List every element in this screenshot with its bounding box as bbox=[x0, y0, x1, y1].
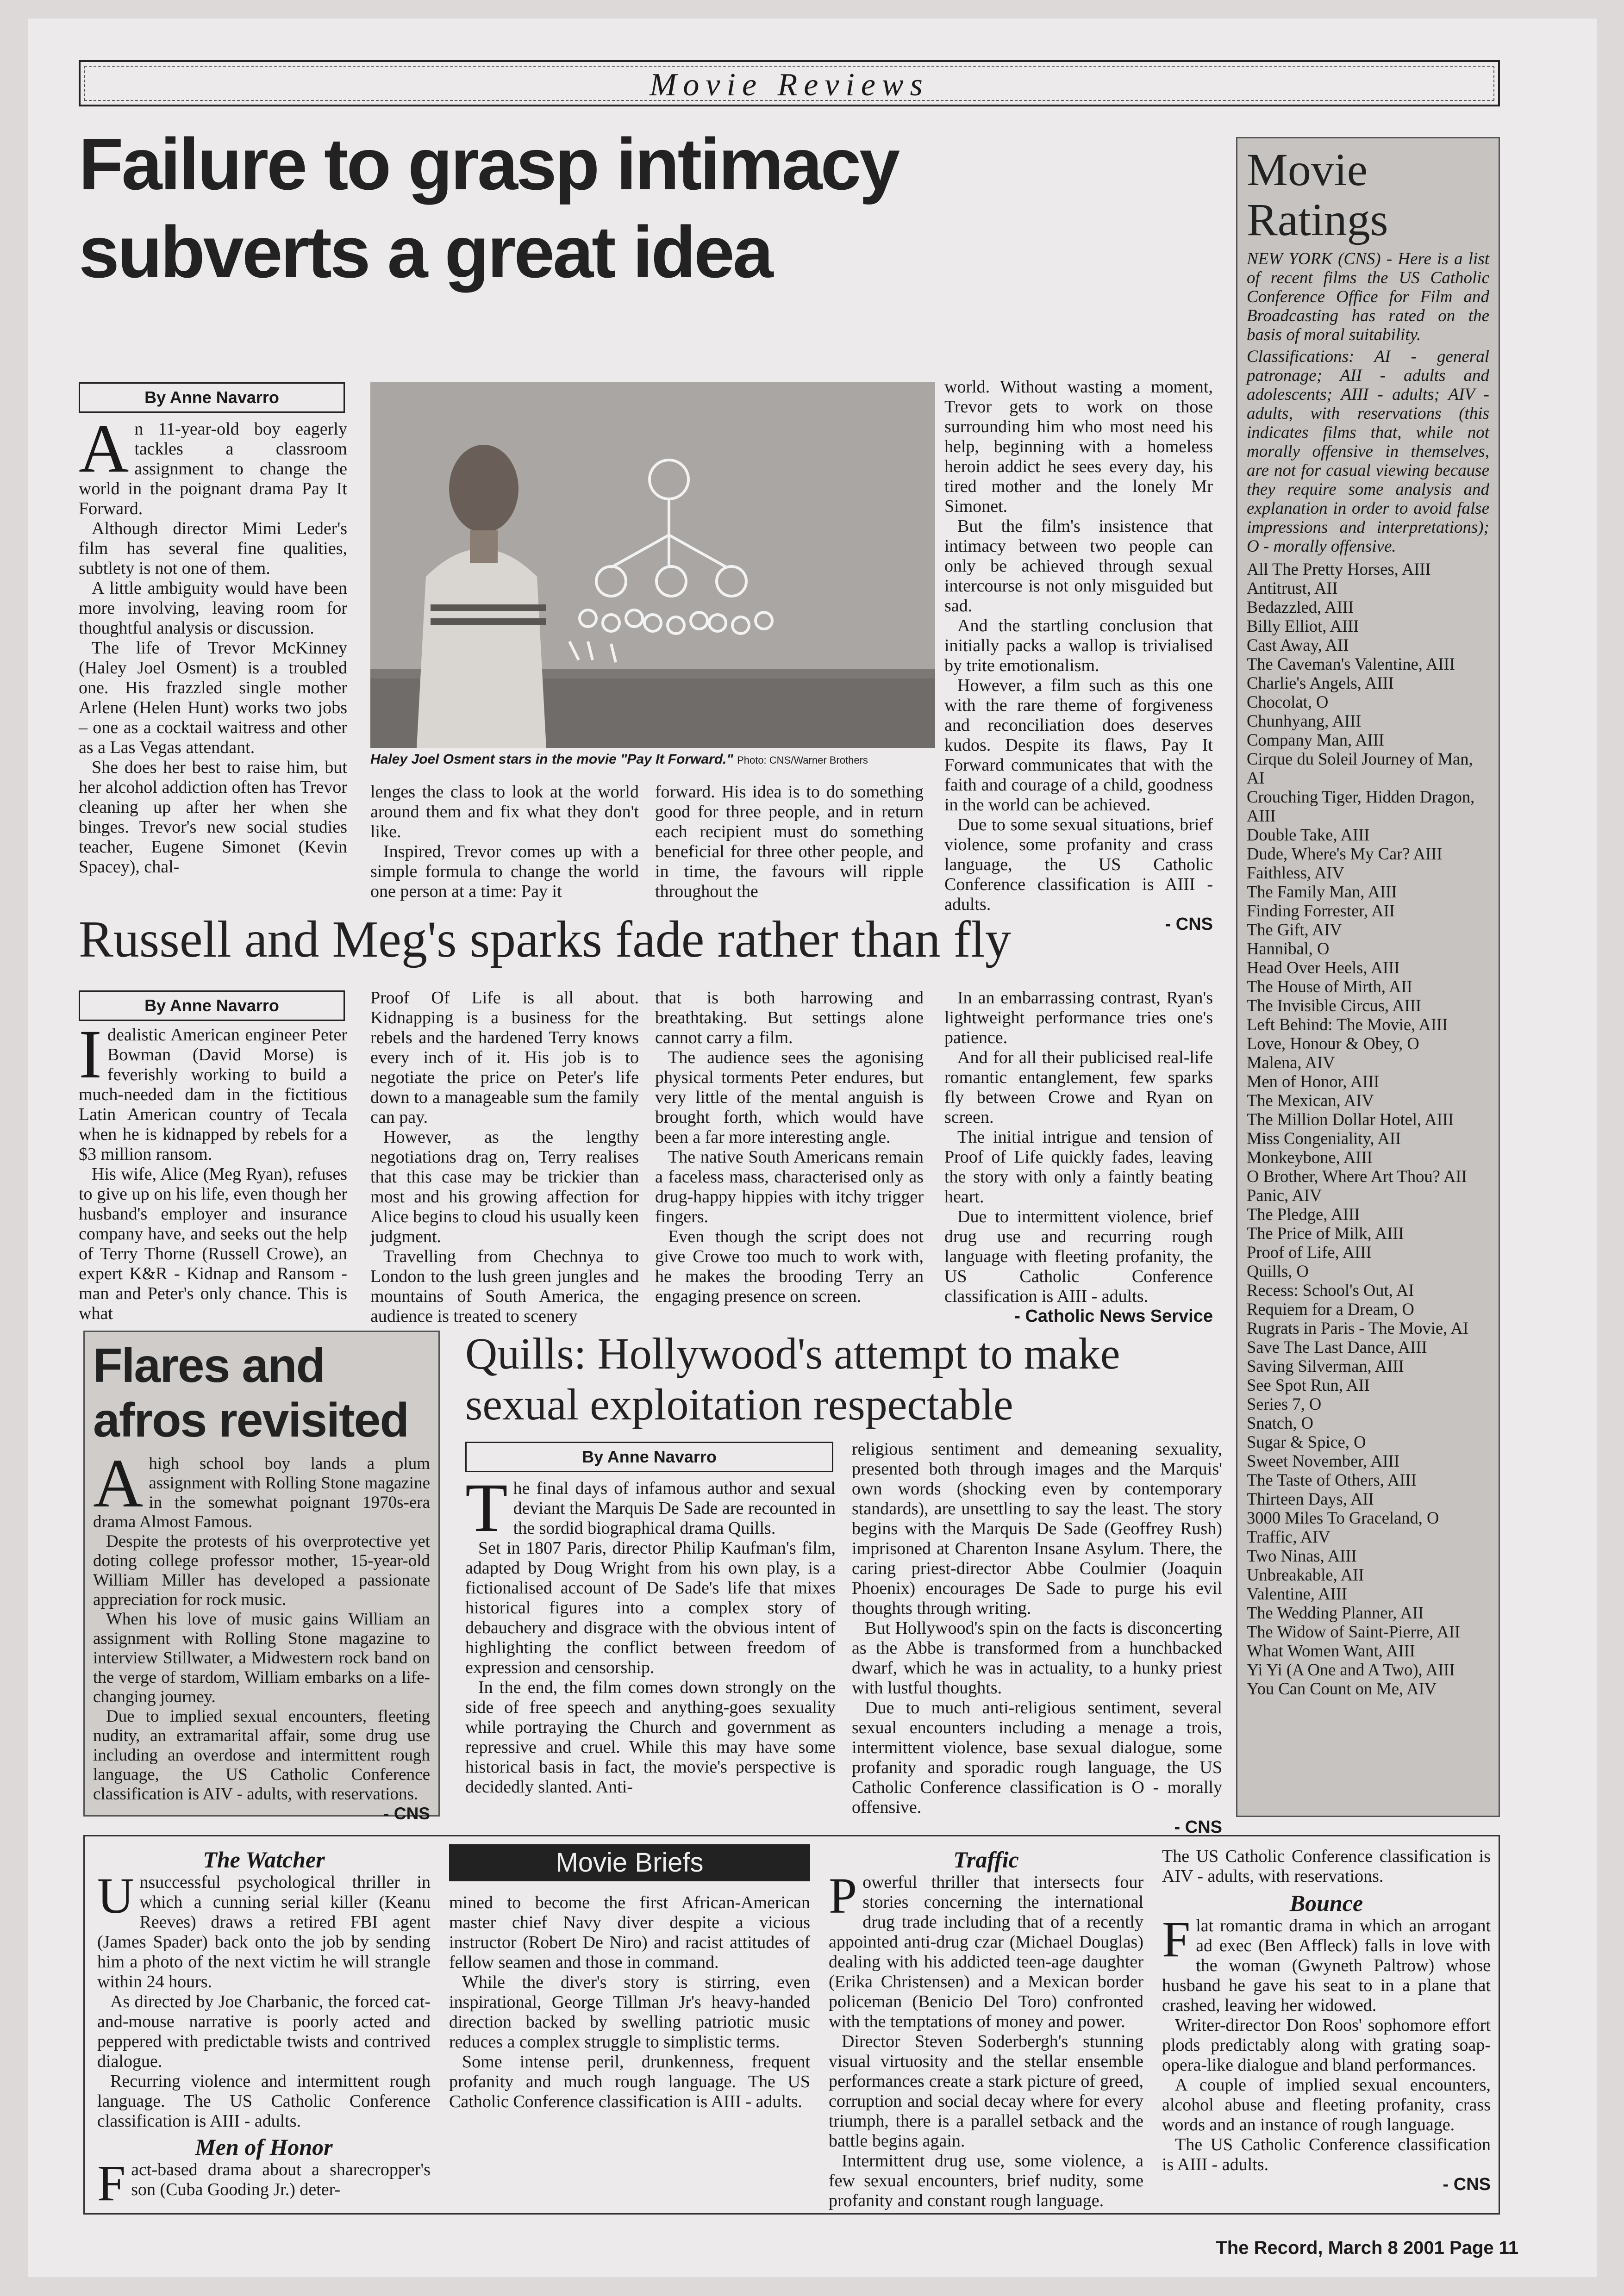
drop-cap: U bbox=[97, 1867, 134, 1924]
brief-para: Recurring violence and intermittent rough language. The US Catholic Conference classification is AIII - adults. bbox=[97, 2072, 431, 2131]
rating-film-item: Dude, Where's My Car? AIII bbox=[1247, 844, 1443, 863]
brief-para: Some intense peril, drunkenness, frequent profanity and much rough language. The US Catholic Conference classification is AIII - adults. bbox=[449, 2052, 810, 2111]
rating-film-item: Recess: School's Out, AI bbox=[1247, 1281, 1414, 1300]
russell-para: Idealistic American engineer Peter Bowman (David Morse) is feverishly working to build a much-needed dam in the fictitious Latin American country of Tecala when he is kidnapped by rebels for a $3 million ransom. bbox=[79, 1016, 347, 1164]
rating-film-item: All The Pretty Horses, AIII bbox=[1247, 560, 1431, 579]
brief-para: mined to become the first African-American master chief Navy diver despite a vicious instructor (Robert De Niro) and racist attitudes of fellow seamen and those in command. bbox=[449, 1893, 810, 1972]
brief-para: Writer-director Don Roos' sophomore effort plods predictably along with grating soap-opera-like dialogue and bland performances. bbox=[1162, 2016, 1491, 2075]
brief-para: Powerful thriller that intersects four stories concerning the international drug trade including that of a recently appointed anti-drug czar (Michael Douglas) dealing with his addicted teen-age daughter (Erika Christensen) and a Mexican border policeman (Benicio Del Toro) confronted with the temptations of money and power. bbox=[829, 1867, 1143, 2031]
rating-film-item: The Widow of Saint-Pierre, AII bbox=[1247, 1622, 1461, 1641]
russell-signature: - Catholic News Service bbox=[1014, 1307, 1213, 1326]
quills-column-2 bbox=[852, 1439, 1222, 1837]
rating-film-item: Yi Yi (A One and A Two), AIII bbox=[1247, 1660, 1455, 1679]
ratings-sidebar bbox=[1236, 137, 1500, 1817]
rating-film-item: Proof of Life, AIII bbox=[1247, 1243, 1372, 1262]
caption-text: Haley Joel Osment stars in the movie "Pay It Forward." bbox=[370, 752, 733, 767]
lead-para: Although director Mimi Leder's film has several fine qualities, subtlety is not one of them. bbox=[79, 519, 347, 578]
quills-para: But Hollywood's spin on the facts is disconcerting as the Abbe is transformed from a hunchbacked dwarf, which he was in actuality, to a hunky priest with lustful thoughts. bbox=[852, 1618, 1222, 1698]
lead-para: But the film's insistence that intimacy between two people can only be achieved through sexual intercourse is not only misguided but sad. bbox=[944, 516, 1213, 616]
rating-film-item: Finding Forrester, AII bbox=[1247, 901, 1395, 920]
russell-para: The initial intrigue and tension of Proof of Life quickly fades, leaving the story with only a faintly beating heart. bbox=[944, 1127, 1213, 1207]
rating-film-item: The Million Dollar Hotel, AIII bbox=[1247, 1110, 1454, 1129]
rating-film-item: Valentine, AIII bbox=[1247, 1584, 1347, 1603]
lead-para: Inspired, Trevor comes up with a simple formula to change the world one person at a time: Pay it bbox=[370, 842, 639, 901]
rating-film-item: Monkeybone, AIII bbox=[1247, 1148, 1373, 1167]
rating-film-item: The Pledge, AIII bbox=[1247, 1205, 1360, 1224]
quills-column-1 bbox=[465, 1469, 836, 1821]
brief-para: Intermittent drug use, some violence, a few sexual encounters, brief nudity, some profanity and constant rough language. bbox=[829, 2151, 1143, 2210]
rating-film-item: Hannibal, O bbox=[1247, 939, 1330, 958]
rating-film-item: Rugrats in Paris - The Movie, AI bbox=[1247, 1319, 1468, 1338]
ratings-title-line2: Ratings bbox=[1247, 194, 1388, 245]
ratings-title-line1: Movie bbox=[1247, 144, 1368, 195]
russell-column-3 bbox=[655, 988, 924, 1312]
rating-film-item: Chunhyang, AIII bbox=[1247, 711, 1362, 730]
brief-title-traffic: Traffic bbox=[953, 1847, 1019, 1873]
photo-caption bbox=[370, 752, 935, 775]
rating-film-item: Sweet November, AIII bbox=[1247, 1451, 1399, 1470]
rating-film-item: Crouching Tiger, Hidden Dragon, AIII bbox=[1247, 787, 1475, 825]
rating-film-item: Cast Away, AII bbox=[1247, 635, 1349, 654]
lead-headline-line1: Failure to grasp intimacy bbox=[79, 124, 899, 205]
russell-column-2 bbox=[370, 988, 639, 1326]
lead-para: lenges the class to look at the world around them and fix what they don't like. bbox=[370, 782, 639, 841]
rating-film-item: 3000 Miles To Graceland, O bbox=[1247, 1508, 1439, 1527]
lead-para: world. Without wasting a moment, Trevor gets to work on those surrounding him who most need his help, beginning with a homeless heroin addict he sees every day, his tired mother and the lonely Mr Simonet. bbox=[944, 377, 1213, 516]
drop-cap: F bbox=[1162, 1911, 1191, 1967]
brief-para: Unsuccessful psychological thriller in which a cunning serial killer (Keanu Reeves) draws a retired FBI agent (James Spader) back onto the job by sending him a photo of the next victim he will strangle within 24 hours. bbox=[97, 1867, 431, 1991]
lead-para: Due to some sexual situations, brief violence, some profanity and crass language, the US Catholic Conference classification is AIII - adults. bbox=[944, 815, 1213, 914]
brief-para: Director Steven Soderbergh's stunning visual virtuosity and the stellar ensemble performances create a stark picture of greed, corruption and social decay where for every triumph, there is a parallel setback and the battle begins again. bbox=[829, 2032, 1143, 2151]
brief-para: Flat romantic drama in which an arrogant ad exec (Ben Affleck) falls in love with the woman (Gwyneth Paltrow) whose husband he gave his seat to in a plane that crashed, leaving her widowed. bbox=[1162, 1911, 1491, 2015]
rating-film-item: Chocolat, O bbox=[1247, 692, 1329, 711]
quills-para: Set in 1807 Paris, director Philip Kaufman's film, adapted by Doug Wright from his own play, is a fictionalised account of De Sade's life that mixes historical figures into a complex story of debauchery and disgrace with the obvious intent of highlighting the conflict between freedom of expression and censorship. bbox=[465, 1538, 836, 1677]
rating-film-item: Series 7, O bbox=[1247, 1394, 1322, 1413]
russell-para: And for all their publicised real-life romantic entanglement, few sparks fly between Crowe and Ryan on screen. bbox=[944, 1048, 1213, 1127]
movie-briefs-title: Movie Briefs bbox=[449, 1844, 810, 1881]
ratings-intro: NEW YORK (CNS) - Here is a list of recent films the US Catholic Conference Office for Film and Broadcasting has rated on the basis of moral suitability. bbox=[1247, 249, 1489, 344]
lead-signature: - CNS bbox=[1165, 915, 1213, 934]
lead-headline-line2: subverts a great idea bbox=[79, 212, 772, 293]
drop-cap: A bbox=[79, 410, 129, 487]
rating-film-item: Malena, AIV bbox=[1247, 1053, 1335, 1072]
flares-headline-line1: Flares and bbox=[93, 1339, 325, 1393]
russell-para: Due to intermittent violence, brief drug use and recurring rough language with fleeting profanity, the US Catholic Conference classification is AIII - adults. bbox=[944, 1207, 1213, 1306]
rating-film-item: The Wedding Planner, AII bbox=[1247, 1603, 1424, 1622]
drop-cap: F bbox=[97, 2155, 126, 2211]
rating-film-item: Antitrust, AII bbox=[1247, 579, 1338, 597]
lead-column-4 bbox=[944, 377, 1213, 934]
rating-film-item: Company Man, AIII bbox=[1247, 730, 1385, 749]
rating-film-item: The Price of Milk, AIII bbox=[1247, 1224, 1404, 1243]
quills-para: Due to much anti-religious sentiment, several sexual encounters including a menage a trois, intermittent violence, base sexual dialogue, some profanity and sporadic rough language, the US Catholic Conference classification is O - morally offensive. bbox=[852, 1698, 1222, 1817]
rating-film-item: Sugar & Spice, O bbox=[1247, 1432, 1366, 1451]
rating-film-item: The Gift, AIV bbox=[1247, 920, 1342, 939]
rating-film-item: See Spot Run, AII bbox=[1247, 1375, 1370, 1394]
quills-signature: - CNS bbox=[1174, 1817, 1222, 1837]
rating-film-item: Bedazzled, AIII bbox=[1247, 597, 1354, 616]
quills-byline: By Anne Navarro bbox=[465, 1442, 833, 1472]
russell-para: Travelling from Chechnya to London to the lush green jungles and mountains of South America, the audience is treated to scenery bbox=[370, 1247, 639, 1326]
brief-para: The US Catholic Conference classification is AIV - adults, with reservations. bbox=[1162, 1847, 1491, 1886]
lead-para: A little ambiguity would have been more involving, leaving room for thoughtful analysis or discussion. bbox=[79, 579, 347, 638]
rating-film-item: What Women Want, AIII bbox=[1247, 1641, 1415, 1660]
lead-column-2 bbox=[370, 782, 639, 901]
lead-para: However, a film such as this one with the rare theme of forgiveness and reconciliation does deserves kudos. Despite its flaws, Pay It Forward communicates that with the faith and courage of a child, goodness in the world can be achieved. bbox=[944, 676, 1213, 815]
briefs-column-2 bbox=[449, 1893, 810, 2212]
rating-film-item: The Mexican, AIV bbox=[1247, 1091, 1374, 1110]
rating-film-item: Panic, AIV bbox=[1247, 1186, 1322, 1205]
rating-film-item: The Invisible Circus, AIII bbox=[1247, 996, 1422, 1015]
lead-para: She does her best to raise him, but her alcohol addiction often has Trevor cleaning up after her when she binges. Trevor's new social studies teacher, Eugene Simonet (Kevin Spacey), chal- bbox=[79, 758, 347, 877]
rating-film-item: Requiem for a Dream, O bbox=[1247, 1300, 1414, 1319]
quills-headline-line1: Quills: Hollywood's attempt to make bbox=[465, 1329, 1120, 1378]
brief-para: The US Catholic Conference classification is AIII - adults. bbox=[1162, 2135, 1491, 2174]
drop-cap: P bbox=[829, 1867, 857, 1924]
drop-cap: T bbox=[465, 1469, 508, 1546]
rating-film-item: The Taste of Others, AIII bbox=[1247, 1470, 1417, 1489]
rating-film-item: Unbreakable, AII bbox=[1247, 1565, 1364, 1584]
rating-film-item: Save The Last Dance, AIII bbox=[1247, 1338, 1427, 1356]
brief-title-watcher: The Watcher bbox=[203, 1847, 325, 1873]
quills-para: In the end, the film comes down strongly on the side of free speech and anything-goes sexuality while portraying the Church and government as repressive and cruel. While this may have some historical basis in fact, the movie's perspective is decidedly slanted. Anti- bbox=[465, 1678, 836, 1797]
flares-para: When his love of music gains William an assignment with Rolling Stone magazine to interview Stillwater, a Midwestern rock band on the verge of stardom, William embarks on a life-changing journey. bbox=[93, 1610, 430, 1706]
russell-para: Even though the script does not give Crowe too much to work with, he makes the brooding Terry an engaging presence on screen. bbox=[655, 1227, 924, 1306]
lead-para: An 11-year-old boy eagerly tackles a classroom assignment to change the world in the poignant drama Pay It Forward. bbox=[79, 410, 347, 518]
flares-para: Ahigh school boy lands a plum assignment with Rolling Stone magazine in the somewhat poignant 1970s-era drama Almost Famous. bbox=[93, 1445, 430, 1531]
quills-para: The final days of infamous author and sexual deviant the Marquis De Sade are recounted in the sordid biographical drama Quills. bbox=[465, 1469, 836, 1546]
rating-film-item: Left Behind: The Movie, AIII bbox=[1247, 1015, 1448, 1034]
rating-film-item: Men of Honor, AIII bbox=[1247, 1072, 1380, 1091]
ratings-film-list bbox=[1247, 560, 1489, 1698]
russell-para: that is both harrowing and breathtaking. But settings alone cannot carry a film. bbox=[655, 988, 924, 1047]
russell-para: Proof Of Life is all about. Kidnapping is a business for the rebels and the hardened Terry knows every inch of it. His job is to negotiate the price on Peter's life down to a manageable sum the family can pay. bbox=[370, 988, 639, 1127]
russell-byline: By Anne Navarro bbox=[79, 990, 345, 1021]
rating-film-item: Saving Silverman, AIII bbox=[1247, 1356, 1404, 1375]
boy-at-chalkboard-image bbox=[370, 382, 935, 748]
rating-film-item: Snatch, O bbox=[1247, 1413, 1313, 1432]
brief-para: While the diver's story is stirring, even inspirational, George Tillman Jr's heavy-handed direction backed by swelling patriotic music reduces a complex struggle to simplistic terms. bbox=[449, 1972, 810, 2052]
rating-film-item: Cirque du Soleil Journey of Man, AI bbox=[1247, 749, 1473, 787]
rating-film-item: Quills, O bbox=[1247, 1262, 1309, 1281]
briefs-column-3 bbox=[829, 1847, 1143, 2212]
rating-film-item: Double Take, AIII bbox=[1247, 825, 1370, 844]
lead-column-3 bbox=[655, 782, 924, 901]
rating-film-item: Love, Honour & Obey, O bbox=[1247, 1034, 1419, 1053]
rating-film-item: Faithless, AIV bbox=[1247, 863, 1344, 882]
rating-film-item: Charlie's Angels, AIII bbox=[1247, 673, 1394, 692]
flares-headline-line2: afros revisited bbox=[93, 1394, 408, 1447]
flares-para: Despite the protests of his overprotective yet doting college professor mother, 15-year-old William Miller has developed a passionate appreciation for rock music. bbox=[93, 1532, 430, 1609]
rating-film-item: O Brother, Where Art Thou? AII bbox=[1247, 1167, 1467, 1186]
rating-film-item: You Can Count on Me, AIV bbox=[1247, 1679, 1437, 1698]
brief-title-men-of-honor: Men of Honor bbox=[195, 2134, 333, 2160]
lead-para: And the startling conclusion that initially packs a wallop is trivialised by trite emotionalism. bbox=[944, 616, 1213, 675]
lead-byline: By Anne Navarro bbox=[79, 382, 345, 413]
briefs-column-4 bbox=[1162, 1847, 1491, 2212]
russell-para: However, as the lengthy negotiations drag on, Terry realises that this case may be trickier than most and his growing affection for Alice begins to cloud his usually keen judgment. bbox=[370, 1127, 639, 1246]
brief-para: Fact-based drama about a sharecropper's son (Cuba Gooding Jr.) deter- bbox=[97, 2155, 431, 2211]
lead-photo bbox=[370, 382, 935, 748]
rating-film-item: The Caveman's Valentine, AIII bbox=[1247, 654, 1455, 673]
briefs-signature: - CNS bbox=[1443, 2175, 1491, 2194]
russell-column-1 bbox=[79, 1016, 347, 1323]
quills-headline-line2: sexual exploitation respectable bbox=[465, 1380, 1013, 1429]
quills-para: religious sentiment and demeaning sexuality, presented both through images and the Marquis' own words (shocking even by contemporary standards), are unsettling to say the least. The story begins with the Marquis De Sade (Geoffrey Rush) imprisoned at Charenton Insane Asylum. There, the caring priest-director Abbe Coulmier (Joaquin Phoenix) encourages De Sade to purge his evil thoughts through writing. bbox=[852, 1439, 1222, 1618]
rating-film-item: Thirteen Days, AII bbox=[1247, 1489, 1374, 1508]
ratings-classifications: Classifications: AI - general patronage; AII - adults and adolescents; AIII - adults; AIV - adults, with reservations (this indicates films that, while not morally offensive in themselves, are not for casual viewing because they require some analysis and explanation in order to avoid false impressions and interpretations); O - morally offensive. bbox=[1247, 347, 1489, 556]
section-masthead bbox=[79, 60, 1500, 106]
lead-para: The life of Trevor McKinney (Haley Joel Osment) is a troubled one. His frazzled single mother Arlene (Helen Hunt) works two jobs – one as a cocktail waitress and other as a Las Vegas attendant. bbox=[79, 638, 347, 757]
brief-para: A couple of implied sexual encounters, alcohol abuse and fleeting profanity, crass words and an instance of rough language. bbox=[1162, 2075, 1491, 2134]
russell-para: His wife, Alice (Meg Ryan), refuses to give up on his life, even though her husband's employer and insurance company have, and seeks out the help of Terry Thorne (Russell Crowe), an expert K&R - Kidnap and Ransom - man and Peter's only chance. This is what bbox=[79, 1164, 347, 1323]
russell-para: In an embarrassing contrast, Ryan's lightweight performance tries one's patience. bbox=[944, 988, 1213, 1047]
flares-para: Due to implied sexual encounters, fleeting nudity, an extramarital affair, some drug use including an overdose and intermittent rough language, the US Catholic Conference classification is AIV - adults, with reservations. bbox=[93, 1707, 430, 1804]
rating-film-item: The House of Mirth, AII bbox=[1247, 977, 1412, 996]
flares-body bbox=[93, 1445, 430, 1823]
briefs-column-1 bbox=[97, 1847, 431, 2212]
flares-sidebar bbox=[83, 1331, 440, 1823]
drop-cap: I bbox=[79, 1016, 102, 1093]
page-footer: The Record, March 8 2001 Page 11 bbox=[1216, 2238, 1518, 2258]
rating-film-item: Head Over Heels, AIII bbox=[1247, 958, 1400, 977]
russell-para: The native South Americans remain a faceless mass, characterised only as drug-happy hippies with itchy trigger fingers. bbox=[655, 1147, 924, 1226]
russell-headline: Russell and Meg's sparks fade rather than fly bbox=[79, 911, 1011, 968]
lead-column-1 bbox=[79, 410, 347, 896]
photo-credit: Photo: CNS/Warner Brothers bbox=[737, 754, 868, 766]
rating-film-item: Two Ninas, AIII bbox=[1247, 1546, 1357, 1565]
russell-para: The audience sees the agonising physical torments Peter endures, but very little of the mental anguish is brought forth, which would have been a far more interesting angle. bbox=[655, 1048, 924, 1147]
masthead-title: Movie Reviews bbox=[84, 66, 1494, 101]
russell-column-4 bbox=[944, 988, 1213, 1326]
brief-title-bounce: Bounce bbox=[1289, 1890, 1363, 1916]
rating-film-item: The Family Man, AIII bbox=[1247, 882, 1397, 901]
flares-signature: - CNS bbox=[383, 1804, 430, 1823]
rating-film-item: Miss Congeniality, AII bbox=[1247, 1129, 1401, 1148]
brief-para: As directed by Joe Charbanic, the forced cat-and-mouse narrative is poorly acted and peppered with predictable twists and contrived dialogue. bbox=[97, 1992, 431, 2071]
rating-film-item: Traffic, AIV bbox=[1247, 1527, 1330, 1546]
lead-para: forward. His idea is to do something good for three people, and in return each recipient must do something beneficial for three other people, and in time, the favours will ripple throughout the bbox=[655, 782, 924, 901]
drop-cap: A bbox=[93, 1445, 144, 1522]
rating-film-item: Billy Elliot, AIII bbox=[1247, 616, 1359, 635]
